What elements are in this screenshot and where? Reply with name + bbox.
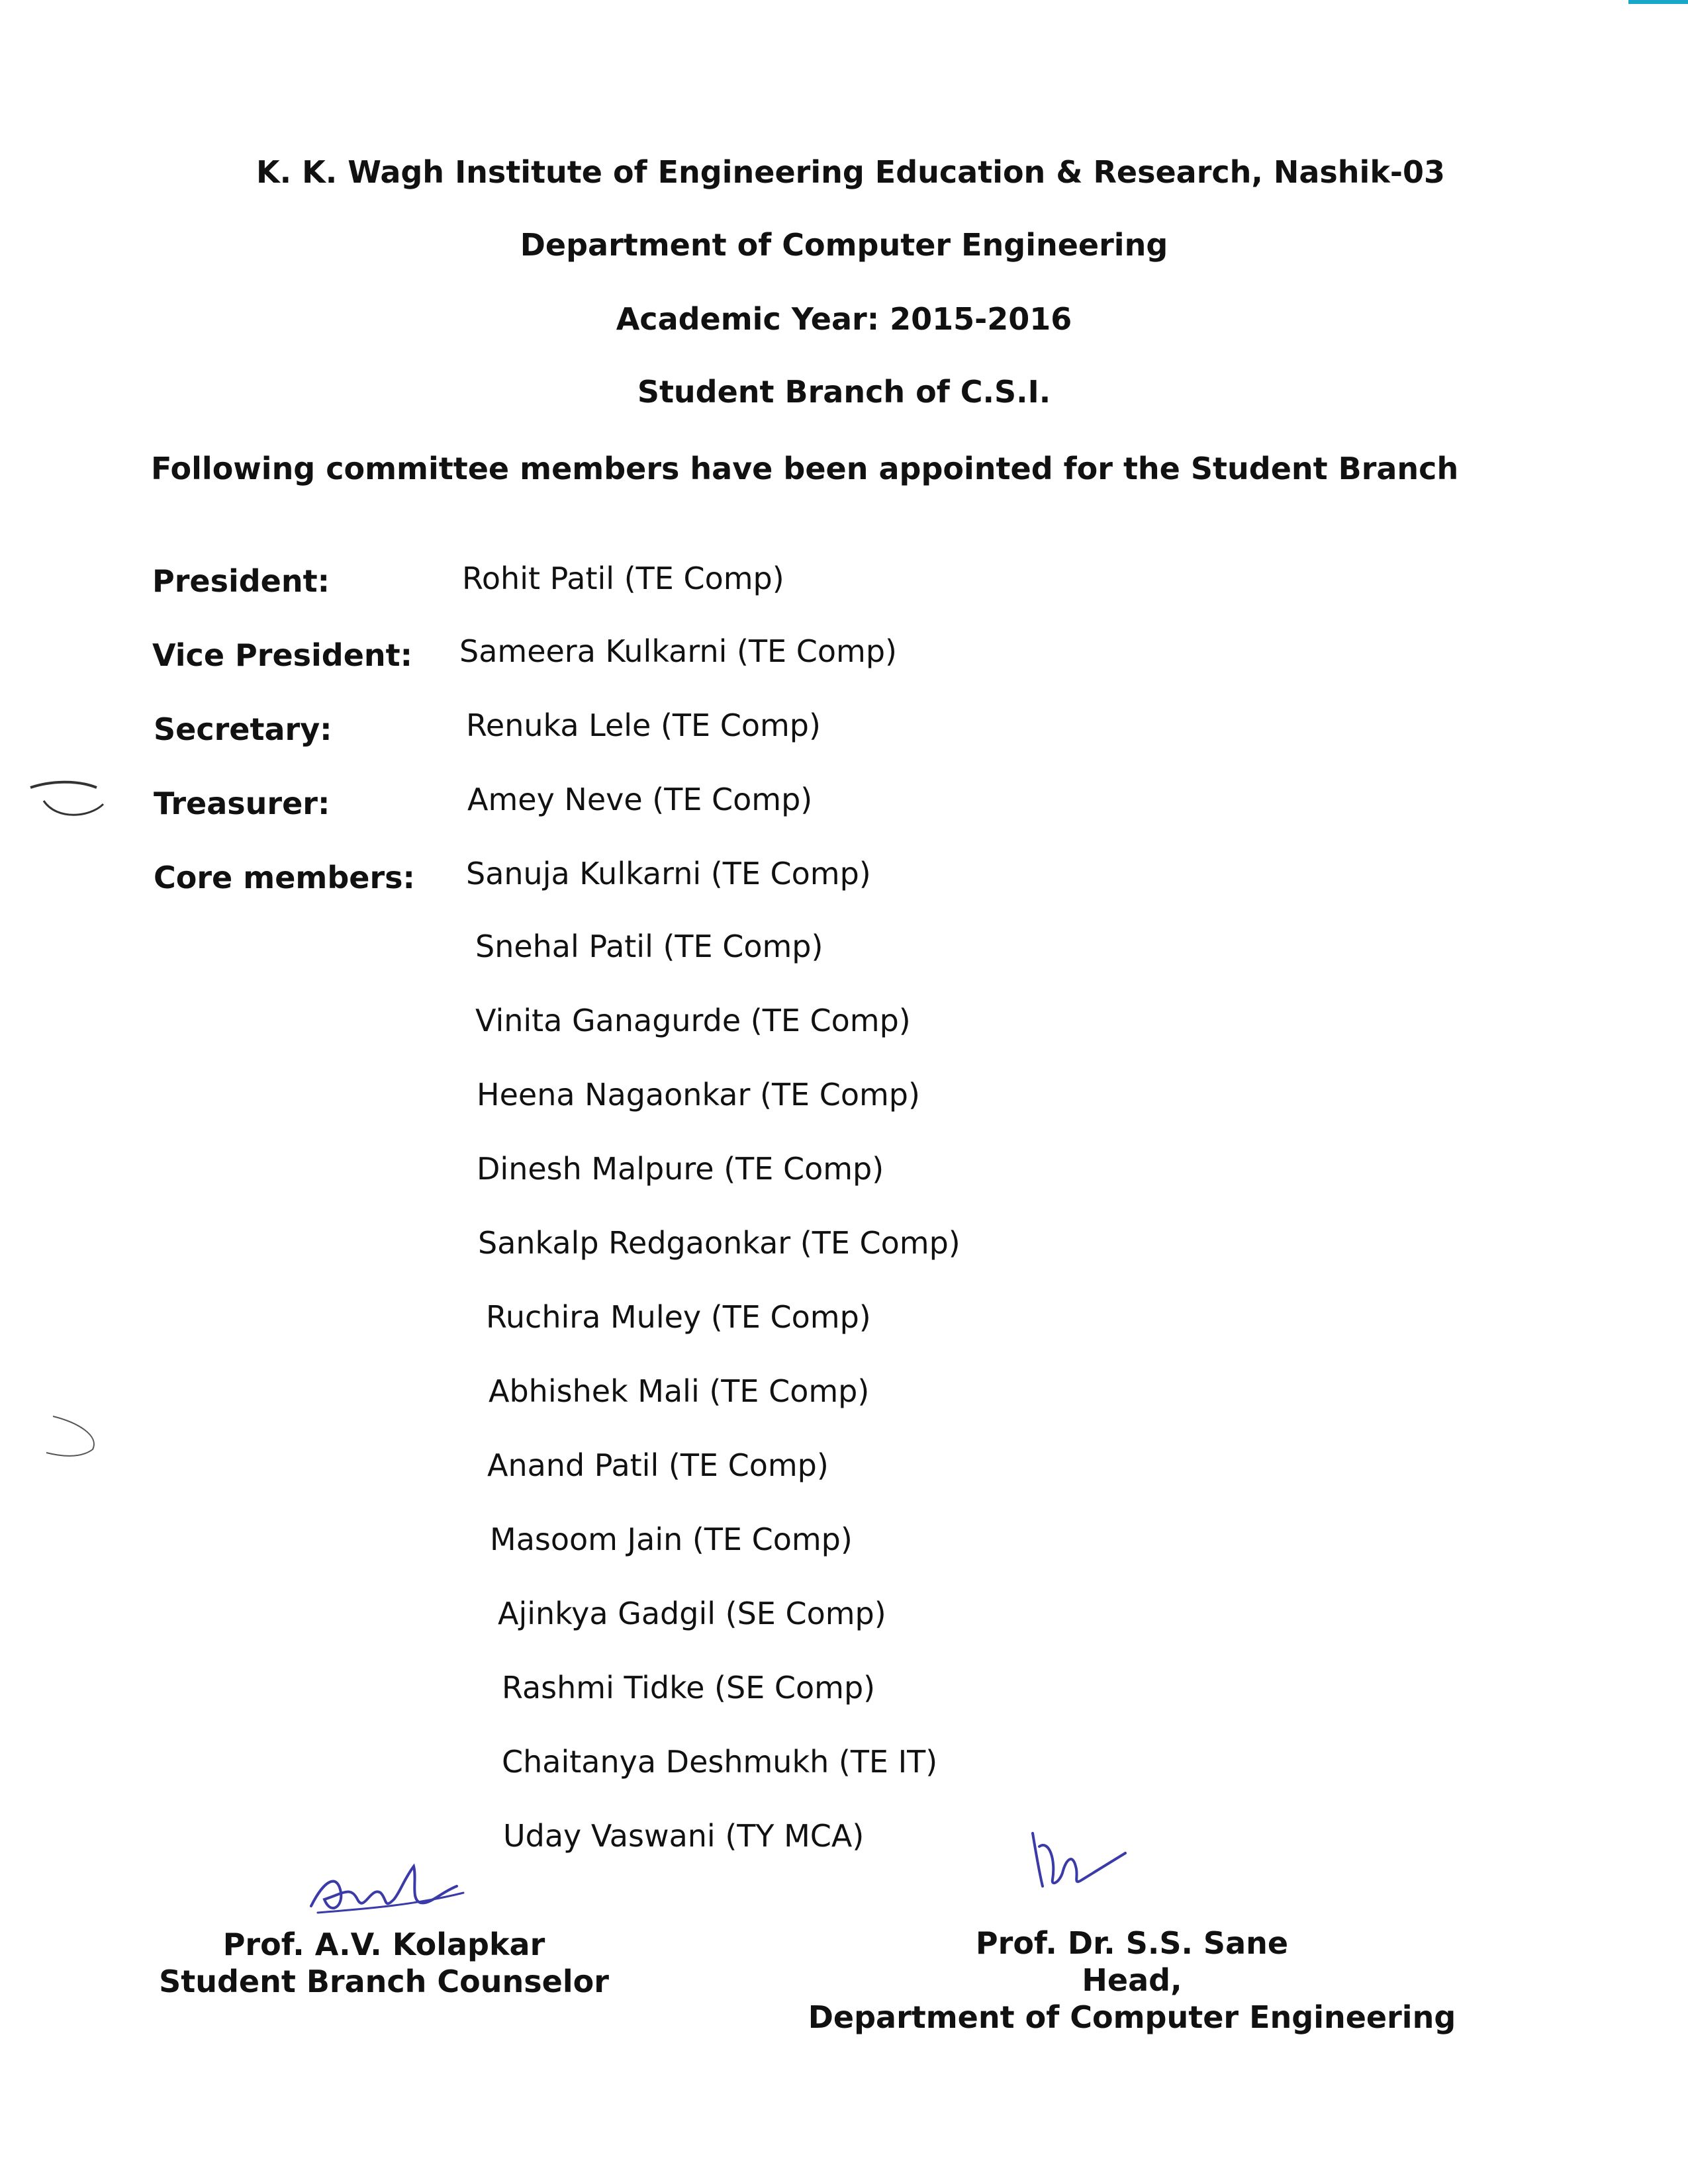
member-secretary: Renuka Lele (TE Comp) [466, 707, 821, 743]
left-signatory-name: Prof. A.V. Kolapkar [222, 1927, 545, 1962]
core-member: Ajinkya Gadgil (SE Comp) [498, 1596, 886, 1631]
core-member: Uday Vaswani (TY MCA) [503, 1818, 865, 1854]
scan-edge-mark [1628, 0, 1688, 4]
right-signature-mark [1019, 1820, 1139, 1906]
core-member: Rashmi Tidke (SE Comp) [502, 1670, 876, 1706]
left-signatory [152, 1926, 616, 2000]
core-member: Ruchira Muley (TE Comp) [486, 1299, 871, 1335]
intro-statement: Following committee members have been appointed for the Student Branch [151, 451, 1459, 486]
core-member: Heena Nagaonkar (TE Comp) [477, 1077, 920, 1113]
branch-title: Student Branch of C.S.I. [637, 374, 1051, 410]
core-member: Abhishek Mali (TE Comp) [489, 1373, 870, 1409]
margin-mark [40, 1410, 113, 1463]
core-member: Dinesh Malpure (TE Comp) [477, 1151, 884, 1187]
right-signatory [801, 1925, 1463, 2036]
margin-mark [24, 774, 123, 827]
left-signature-mark [305, 1853, 477, 1926]
department-title: Department of Computer Engineering [520, 227, 1168, 263]
member-vice-president: Sameera Kulkarni (TE Comp) [459, 633, 897, 669]
core-member: Vinita Ganagurde (TE Comp) [475, 1003, 911, 1038]
member-president: Rohit Patil (TE Comp) [462, 561, 784, 596]
role-label-vice-president: Vice President: [152, 637, 413, 673]
institute-title: K. K. Wagh Institute of Engineering Education & Research, Nashik-03 [256, 154, 1446, 190]
right-signatory-department: Department of Computer Engineering [808, 1999, 1456, 2035]
core-member: Masoom Jain (TE Comp) [490, 1522, 853, 1557]
right-signatory-title: Head, [1082, 1962, 1182, 1998]
role-label-president: President: [152, 563, 330, 599]
role-label-treasurer: Treasurer: [154, 786, 330, 821]
left-signatory-title: Student Branch Counselor [159, 1964, 609, 1999]
member-treasurer: Amey Neve (TE Comp) [467, 782, 813, 817]
academic-year: Academic Year: 2015-2016 [616, 301, 1072, 337]
core-member: Snehal Patil (TE Comp) [475, 929, 823, 964]
core-member: Sanuja Kulkarni (TE Comp) [466, 856, 871, 891]
right-signatory-name: Prof. Dr. S.S. Sane [975, 1925, 1289, 1961]
role-label-secretary: Secretary: [154, 711, 332, 747]
core-member: Anand Patil (TE Comp) [487, 1447, 829, 1483]
role-label-core-members: Core members: [154, 860, 415, 895]
core-member: Sankalp Redgaonkar (TE Comp) [478, 1225, 961, 1261]
core-member: Chaitanya Deshmukh (TE IT) [502, 1744, 938, 1780]
